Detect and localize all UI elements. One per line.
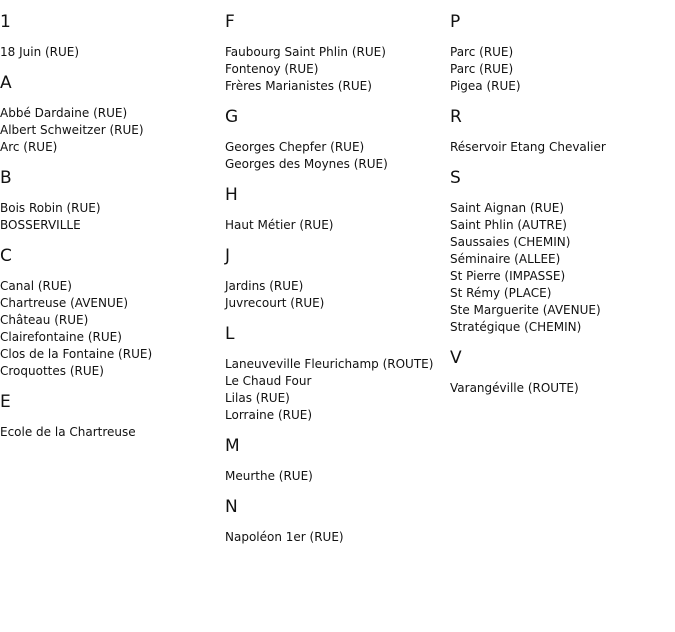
letter-heading: V xyxy=(450,348,462,368)
letter-group xyxy=(0,246,225,380)
letter-heading: M xyxy=(225,436,240,456)
street-link[interactable]: Napoléon 1er (RUE) xyxy=(225,530,344,544)
street-link[interactable]: Clos de la Fontaine (RUE) xyxy=(0,347,153,361)
street-link[interactable]: Parc (RUE) xyxy=(450,45,514,59)
letter-group xyxy=(225,246,450,312)
street-link[interactable]: Ste Marguerite (AVENUE) xyxy=(450,303,601,317)
street-link[interactable]: Frères Marianistes (RUE) xyxy=(225,79,372,93)
street-link[interactable]: Lorraine (RUE) xyxy=(225,408,313,422)
street-link[interactable]: Bois Robin (RUE) xyxy=(0,201,101,215)
letter-heading: A xyxy=(0,73,12,93)
street-link[interactable]: Lilas (RUE) xyxy=(225,391,290,405)
street-link[interactable]: St Pierre (IMPASSE) xyxy=(450,269,566,283)
street-link[interactable]: Séminaire (ALLEE) xyxy=(450,252,561,266)
street-link[interactable]: Georges des Moynes (RUE) xyxy=(225,157,388,171)
letter-group xyxy=(450,168,675,336)
letter-heading: L xyxy=(225,324,235,344)
street-link[interactable]: Ecole de la Chartreuse xyxy=(0,425,136,439)
street-link[interactable]: St Rémy (PLACE) xyxy=(450,286,552,300)
letter-group xyxy=(0,12,225,61)
street-link[interactable]: Stratégique (CHEMIN) xyxy=(450,320,582,334)
letter-group xyxy=(225,324,450,424)
street-link[interactable]: Parc (RUE) xyxy=(450,62,514,76)
street-link[interactable]: 18 Juin (RUE) xyxy=(0,45,80,59)
street-link[interactable]: Clairefontaine (RUE) xyxy=(0,330,122,344)
letter-group xyxy=(450,107,675,156)
street-link[interactable]: Faubourg Saint Phlin (RUE) xyxy=(225,45,386,59)
street-link[interactable]: Abbé Dardaine (RUE) xyxy=(0,106,128,120)
letter-heading: F xyxy=(225,12,235,32)
letter-heading: R xyxy=(450,107,462,127)
street-link[interactable]: Château (RUE) xyxy=(0,313,89,327)
letter-group xyxy=(225,12,450,95)
street-link[interactable]: Juvrecourt (RUE) xyxy=(225,296,325,310)
street-link[interactable]: Croquottes (RUE) xyxy=(0,364,104,378)
letter-heading: C xyxy=(0,246,12,266)
street-link[interactable]: Saint Phlin (AUTRE) xyxy=(450,218,567,232)
letter-heading: J xyxy=(225,246,231,266)
street-link[interactable]: Le Chaud Four xyxy=(225,374,312,388)
street-link[interactable]: Arc (RUE) xyxy=(0,140,58,154)
street-link[interactable]: Saint Aignan (RUE) xyxy=(450,201,565,215)
letter-group xyxy=(0,73,225,156)
letter-heading: G xyxy=(225,107,239,127)
letter-group xyxy=(225,497,450,546)
letter-heading: H xyxy=(225,185,238,205)
street-link[interactable]: Haut Métier (RUE) xyxy=(225,218,334,232)
letter-group xyxy=(450,348,675,397)
letter-heading: S xyxy=(450,168,461,188)
street-link[interactable]: Varangéville (ROUTE) xyxy=(450,381,579,395)
letter-group xyxy=(225,185,450,234)
street-link[interactable]: Meurthe (RUE) xyxy=(225,469,313,483)
letter-group xyxy=(225,107,450,173)
index-column-2 xyxy=(225,0,450,546)
street-link[interactable]: Réservoir Etang Chevalier xyxy=(450,140,606,154)
letter-heading: 1 xyxy=(0,12,11,32)
letter-heading: E xyxy=(0,392,11,412)
street-link[interactable]: BOSSERVILLE xyxy=(0,218,81,232)
index-column-3 xyxy=(450,0,675,397)
letter-group xyxy=(450,12,675,95)
street-link[interactable]: Pigea (RUE) xyxy=(450,79,521,93)
street-link[interactable]: Chartreuse (AVENUE) xyxy=(0,296,129,310)
letter-group xyxy=(0,168,225,234)
street-link[interactable]: Jardins (RUE) xyxy=(225,279,304,293)
street-link[interactable]: Laneuveville Fleurichamp (ROUTE) xyxy=(225,357,434,371)
street-link[interactable]: Albert Schweitzer (RUE) xyxy=(0,123,144,137)
street-link[interactable]: Canal (RUE) xyxy=(0,279,72,293)
street-link[interactable]: Fontenoy (RUE) xyxy=(225,62,319,76)
street-link[interactable]: Saussaies (CHEMIN) xyxy=(450,235,571,249)
street-link[interactable]: Georges Chepfer (RUE) xyxy=(225,140,365,154)
letter-heading: P xyxy=(450,12,461,32)
letter-group xyxy=(0,392,225,441)
letter-heading: N xyxy=(225,497,238,517)
letter-heading: B xyxy=(0,168,12,188)
index-column-1 xyxy=(0,0,225,441)
letter-group xyxy=(225,436,450,485)
